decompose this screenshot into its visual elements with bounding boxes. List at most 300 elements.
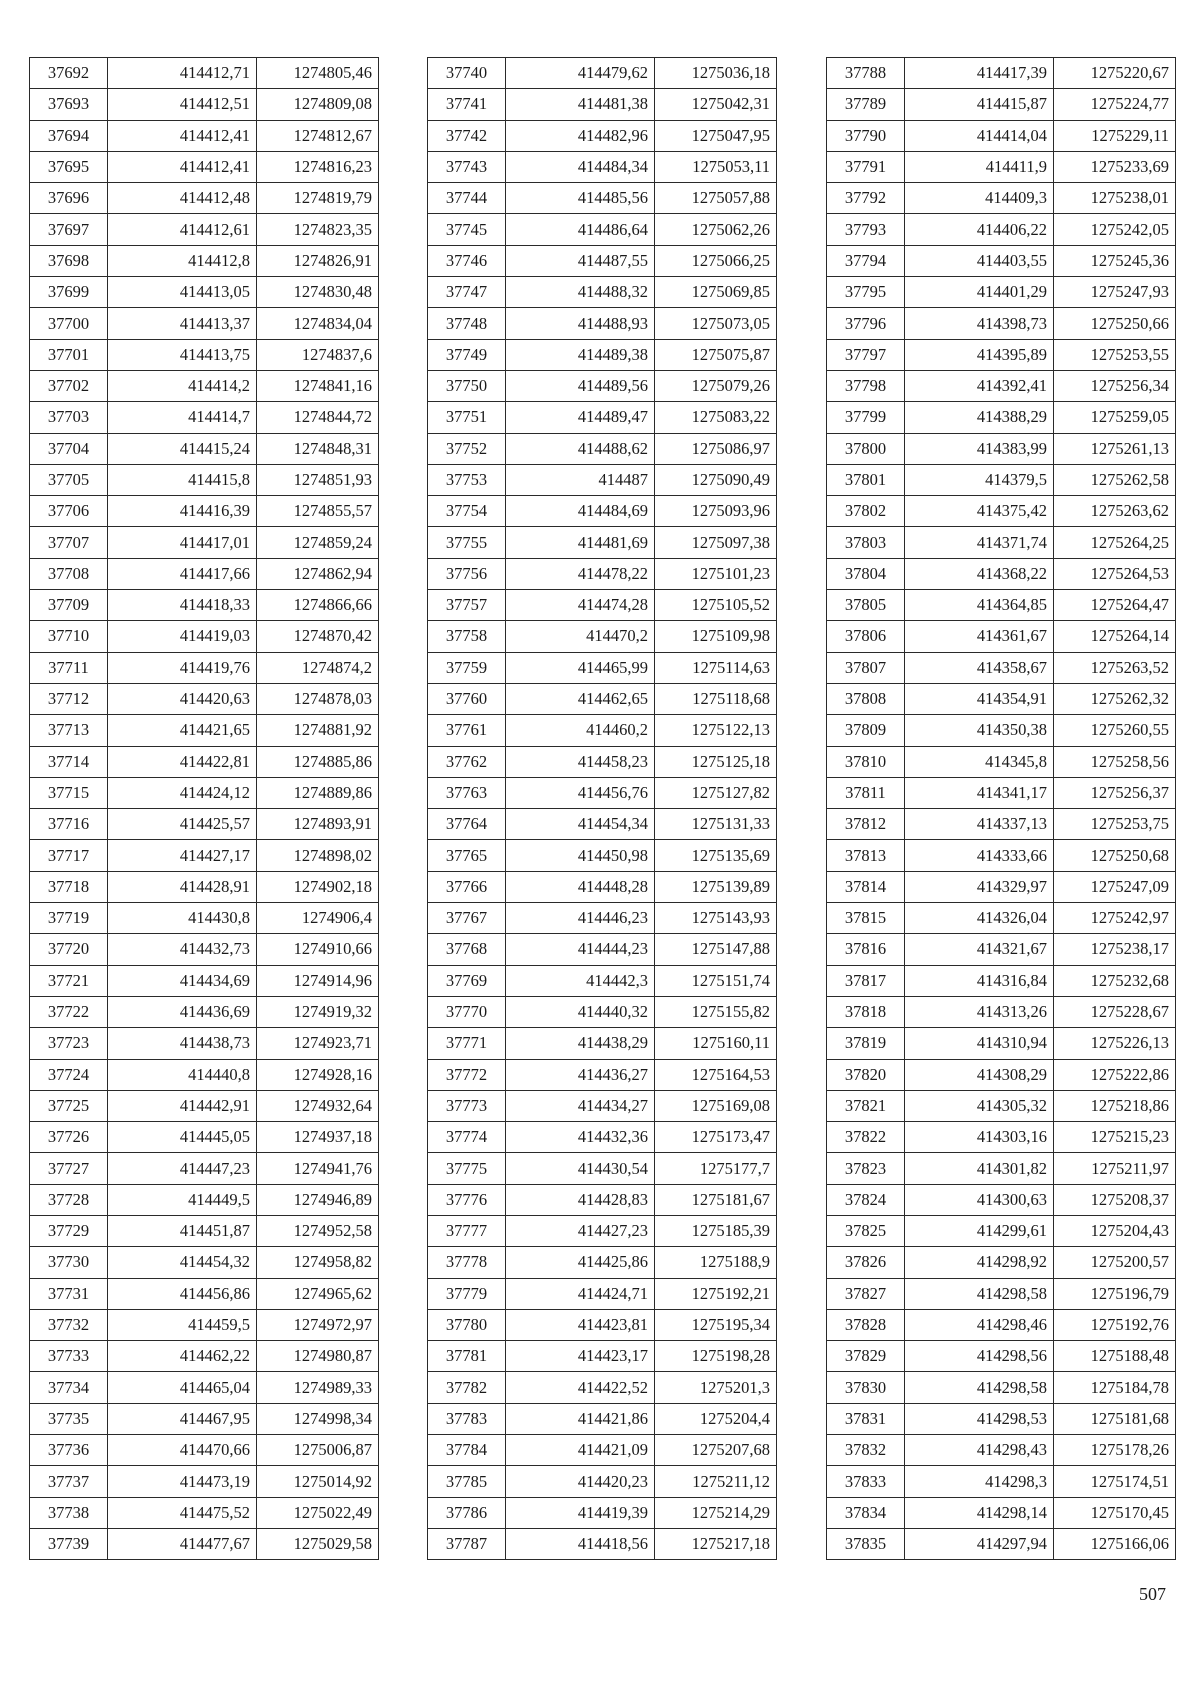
table-row [827, 496, 1176, 527]
y-coordinate-cell: 1274898,02 [257, 840, 379, 871]
table-row [30, 746, 379, 777]
x-coordinate-cell: 414298,43 [905, 1435, 1054, 1466]
table-row [428, 1059, 777, 1090]
y-coordinate-cell: 1275250,68 [1054, 840, 1176, 871]
y-coordinate-cell: 1274826,91 [257, 245, 379, 276]
x-coordinate-cell: 414481,69 [506, 527, 655, 558]
x-coordinate-cell: 414298,92 [905, 1247, 1054, 1278]
y-coordinate-cell: 1275057,88 [655, 183, 777, 214]
point-id-cell: 37692 [30, 58, 108, 89]
y-coordinate-cell: 1274885,86 [257, 746, 379, 777]
x-coordinate-cell: 414421,09 [506, 1435, 655, 1466]
point-id-cell: 37788 [827, 58, 905, 89]
y-coordinate-cell: 1275118,68 [655, 683, 777, 714]
x-coordinate-cell: 414401,29 [905, 277, 1054, 308]
table-row [827, 1309, 1176, 1340]
y-coordinate-cell: 1275264,25 [1054, 527, 1176, 558]
y-coordinate-cell: 1275263,62 [1054, 496, 1176, 527]
point-id-cell: 37741 [428, 89, 506, 120]
table-row [827, 339, 1176, 370]
point-id-cell: 37733 [30, 1341, 108, 1372]
x-coordinate-cell: 414303,16 [905, 1122, 1054, 1153]
y-coordinate-cell: 1275253,55 [1054, 339, 1176, 370]
point-id-cell: 37792 [827, 183, 905, 214]
y-coordinate-cell: 1275053,11 [655, 151, 777, 182]
point-id-cell: 37710 [30, 621, 108, 652]
x-coordinate-cell: 414484,34 [506, 151, 655, 182]
point-id-cell: 37774 [428, 1122, 506, 1153]
table-row [428, 151, 777, 182]
x-coordinate-cell: 414415,87 [905, 89, 1054, 120]
table-row [827, 1247, 1176, 1278]
table-row [30, 1215, 379, 1246]
x-coordinate-cell: 414456,76 [506, 777, 655, 808]
x-coordinate-cell: 414413,37 [108, 308, 257, 339]
table-row [827, 1278, 1176, 1309]
point-id-cell: 37696 [30, 183, 108, 214]
y-coordinate-cell: 1275127,82 [655, 777, 777, 808]
y-coordinate-cell: 1274893,91 [257, 809, 379, 840]
x-coordinate-cell: 414477,67 [108, 1528, 257, 1559]
y-coordinate-cell: 1275143,93 [655, 903, 777, 934]
point-id-cell: 37709 [30, 590, 108, 621]
y-coordinate-cell: 1275250,66 [1054, 308, 1176, 339]
y-coordinate-cell: 1274902,18 [257, 871, 379, 902]
x-coordinate-cell: 414414,04 [905, 120, 1054, 151]
point-id-cell: 37803 [827, 527, 905, 558]
table-row [827, 903, 1176, 934]
table-row [827, 1059, 1176, 1090]
table-row [827, 433, 1176, 464]
x-coordinate-cell: 414454,34 [506, 809, 655, 840]
point-id-cell: 37813 [827, 840, 905, 871]
table-row [827, 871, 1176, 902]
table-row [428, 1435, 777, 1466]
point-id-cell: 37779 [428, 1278, 506, 1309]
x-coordinate-cell: 414297,94 [905, 1528, 1054, 1559]
y-coordinate-cell: 1274805,46 [257, 58, 379, 89]
y-coordinate-cell: 1275073,05 [655, 308, 777, 339]
table-row [428, 1466, 777, 1497]
y-coordinate-cell: 1274989,33 [257, 1372, 379, 1403]
y-coordinate-cell: 1275164,53 [655, 1059, 777, 1090]
point-id-cell: 37819 [827, 1028, 905, 1059]
point-id-cell: 37781 [428, 1341, 506, 1372]
x-coordinate-cell: 414298,58 [905, 1278, 1054, 1309]
point-id-cell: 37752 [428, 433, 506, 464]
x-coordinate-cell: 414473,19 [108, 1466, 257, 1497]
x-coordinate-cell: 414417,66 [108, 558, 257, 589]
y-coordinate-cell: 1275014,92 [257, 1466, 379, 1497]
point-id-cell: 37765 [428, 840, 506, 871]
point-id-cell: 37729 [30, 1215, 108, 1246]
point-id-cell: 37703 [30, 402, 108, 433]
x-coordinate-cell: 414478,22 [506, 558, 655, 589]
y-coordinate-cell: 1275261,13 [1054, 433, 1176, 464]
x-coordinate-cell: 414417,01 [108, 527, 257, 558]
x-coordinate-cell: 414316,84 [905, 965, 1054, 996]
y-coordinate-cell: 1274980,87 [257, 1341, 379, 1372]
table-row [30, 1278, 379, 1309]
y-coordinate-cell: 1275224,77 [1054, 89, 1176, 120]
y-coordinate-cell: 1274958,82 [257, 1247, 379, 1278]
x-coordinate-cell: 414449,5 [108, 1184, 257, 1215]
y-coordinate-cell: 1275177,7 [655, 1153, 777, 1184]
table-row [827, 214, 1176, 245]
table-row [827, 58, 1176, 89]
y-coordinate-cell: 1275258,56 [1054, 746, 1176, 777]
y-coordinate-cell: 1275233,69 [1054, 151, 1176, 182]
y-coordinate-cell: 1275262,32 [1054, 683, 1176, 714]
table-row [428, 840, 777, 871]
x-coordinate-cell: 414403,55 [905, 245, 1054, 276]
y-coordinate-cell: 1274823,35 [257, 214, 379, 245]
x-coordinate-cell: 414486,64 [506, 214, 655, 245]
point-id-cell: 37798 [827, 370, 905, 401]
table-row [428, 496, 777, 527]
x-coordinate-cell: 414392,41 [905, 370, 1054, 401]
table-row [428, 120, 777, 151]
x-coordinate-cell: 414488,93 [506, 308, 655, 339]
y-coordinate-cell: 1275178,26 [1054, 1435, 1176, 1466]
x-coordinate-cell: 414436,27 [506, 1059, 655, 1090]
x-coordinate-cell: 414482,96 [506, 120, 655, 151]
y-coordinate-cell: 1275211,12 [655, 1466, 777, 1497]
point-id-cell: 37811 [827, 777, 905, 808]
table-row [30, 120, 379, 151]
point-id-cell: 37814 [827, 871, 905, 902]
table-row [428, 58, 777, 89]
y-coordinate-cell: 1275247,93 [1054, 277, 1176, 308]
table-row [30, 1309, 379, 1340]
table-row [30, 715, 379, 746]
table-row [428, 809, 777, 840]
point-id-cell: 37701 [30, 339, 108, 370]
y-coordinate-cell: 1275215,23 [1054, 1122, 1176, 1153]
y-coordinate-cell: 1274906,4 [257, 903, 379, 934]
point-id-cell: 37758 [428, 621, 506, 652]
point-id-cell: 37825 [827, 1215, 905, 1246]
y-coordinate-cell: 1274919,32 [257, 996, 379, 1027]
y-coordinate-cell: 1275198,28 [655, 1341, 777, 1372]
y-coordinate-cell: 1275222,86 [1054, 1059, 1176, 1090]
x-coordinate-cell: 414298,53 [905, 1403, 1054, 1434]
table-row [428, 1153, 777, 1184]
table-row [428, 1122, 777, 1153]
x-coordinate-cell: 414345,8 [905, 746, 1054, 777]
x-coordinate-cell: 414475,52 [108, 1497, 257, 1528]
y-coordinate-cell: 1274834,04 [257, 308, 379, 339]
point-id-cell: 37730 [30, 1247, 108, 1278]
y-coordinate-cell: 1275245,36 [1054, 245, 1176, 276]
table-row [30, 621, 379, 652]
x-coordinate-cell: 414454,32 [108, 1247, 257, 1278]
x-coordinate-cell: 414430,54 [506, 1153, 655, 1184]
x-coordinate-cell: 414329,97 [905, 871, 1054, 902]
point-id-cell: 37832 [827, 1435, 905, 1466]
x-coordinate-cell: 414371,74 [905, 527, 1054, 558]
point-id-cell: 37695 [30, 151, 108, 182]
x-coordinate-cell: 414434,69 [108, 965, 257, 996]
y-coordinate-cell: 1275122,13 [655, 715, 777, 746]
y-coordinate-cell: 1275207,68 [655, 1435, 777, 1466]
table-row [827, 1466, 1176, 1497]
point-id-cell: 37708 [30, 558, 108, 589]
x-coordinate-cell: 414425,57 [108, 809, 257, 840]
x-coordinate-cell: 414298,58 [905, 1372, 1054, 1403]
y-coordinate-cell: 1275211,97 [1054, 1153, 1176, 1184]
point-id-cell: 37822 [827, 1122, 905, 1153]
point-id-cell: 37747 [428, 277, 506, 308]
table-row [827, 1215, 1176, 1246]
point-id-cell: 37783 [428, 1403, 506, 1434]
point-id-cell: 37829 [827, 1341, 905, 1372]
y-coordinate-cell: 1275242,97 [1054, 903, 1176, 934]
y-coordinate-cell: 1275208,37 [1054, 1184, 1176, 1215]
x-coordinate-cell: 414416,39 [108, 496, 257, 527]
y-coordinate-cell: 1275173,47 [655, 1122, 777, 1153]
point-id-cell: 37704 [30, 433, 108, 464]
y-coordinate-cell: 1275253,75 [1054, 809, 1176, 840]
y-coordinate-cell: 1275188,9 [655, 1247, 777, 1278]
x-coordinate-cell: 414298,3 [905, 1466, 1054, 1497]
y-coordinate-cell: 1274878,03 [257, 683, 379, 714]
table-row [428, 1278, 777, 1309]
point-id-cell: 37793 [827, 214, 905, 245]
table-row [428, 1028, 777, 1059]
y-coordinate-cell: 1275201,3 [655, 1372, 777, 1403]
point-id-cell: 37746 [428, 245, 506, 276]
x-coordinate-cell: 414432,36 [506, 1122, 655, 1153]
x-coordinate-cell: 414489,47 [506, 402, 655, 433]
y-coordinate-cell: 1275181,68 [1054, 1403, 1176, 1434]
x-coordinate-cell: 414422,81 [108, 746, 257, 777]
table-row [30, 1153, 379, 1184]
x-coordinate-cell: 414424,12 [108, 777, 257, 808]
x-coordinate-cell: 414412,8 [108, 245, 257, 276]
point-id-cell: 37833 [827, 1466, 905, 1497]
y-coordinate-cell: 1275204,4 [655, 1403, 777, 1434]
y-coordinate-cell: 1274855,57 [257, 496, 379, 527]
point-id-cell: 37778 [428, 1247, 506, 1278]
table-row [827, 527, 1176, 558]
y-coordinate-cell: 1274952,58 [257, 1215, 379, 1246]
table-row [827, 151, 1176, 182]
point-id-cell: 37784 [428, 1435, 506, 1466]
x-coordinate-cell: 414305,32 [905, 1090, 1054, 1121]
point-id-cell: 37705 [30, 464, 108, 495]
table-row [428, 1247, 777, 1278]
x-coordinate-cell: 414442,91 [108, 1090, 257, 1121]
x-coordinate-cell: 414423,81 [506, 1309, 655, 1340]
y-coordinate-cell: 1275264,47 [1054, 590, 1176, 621]
table-row [30, 558, 379, 589]
table-row [30, 214, 379, 245]
point-id-cell: 37804 [827, 558, 905, 589]
point-id-cell: 37744 [428, 183, 506, 214]
y-coordinate-cell: 1275256,34 [1054, 370, 1176, 401]
y-coordinate-cell: 1274844,72 [257, 402, 379, 433]
table-row [827, 245, 1176, 276]
y-coordinate-cell: 1275069,85 [655, 277, 777, 308]
y-coordinate-cell: 1274809,08 [257, 89, 379, 120]
x-coordinate-cell: 414298,46 [905, 1309, 1054, 1340]
table-row [30, 1341, 379, 1372]
y-coordinate-cell: 1274862,94 [257, 558, 379, 589]
y-coordinate-cell: 1274859,24 [257, 527, 379, 558]
table-row [428, 245, 777, 276]
y-coordinate-cell: 1274941,76 [257, 1153, 379, 1184]
point-id-cell: 37716 [30, 809, 108, 840]
coordinate-table-1 [29, 57, 379, 1560]
point-id-cell: 37763 [428, 777, 506, 808]
y-coordinate-cell: 1275195,34 [655, 1309, 777, 1340]
table-row [30, 245, 379, 276]
table-row [428, 527, 777, 558]
point-id-cell: 37724 [30, 1059, 108, 1090]
y-coordinate-cell: 1274816,23 [257, 151, 379, 182]
y-coordinate-cell: 1275196,79 [1054, 1278, 1176, 1309]
table-row [428, 934, 777, 965]
table-row [30, 402, 379, 433]
y-coordinate-cell: 1275226,13 [1054, 1028, 1176, 1059]
x-coordinate-cell: 414432,73 [108, 934, 257, 965]
x-coordinate-cell: 414448,28 [506, 871, 655, 902]
x-coordinate-cell: 414444,23 [506, 934, 655, 965]
point-id-cell: 37764 [428, 809, 506, 840]
x-coordinate-cell: 414321,67 [905, 934, 1054, 965]
table-row [827, 464, 1176, 495]
point-id-cell: 37809 [827, 715, 905, 746]
point-id-cell: 37737 [30, 1466, 108, 1497]
x-coordinate-cell: 414428,83 [506, 1184, 655, 1215]
y-coordinate-cell: 1274914,96 [257, 965, 379, 996]
point-id-cell: 37727 [30, 1153, 108, 1184]
point-id-cell: 37739 [30, 1528, 108, 1559]
table-row [428, 590, 777, 621]
point-id-cell: 37786 [428, 1497, 506, 1528]
x-coordinate-cell: 414421,86 [506, 1403, 655, 1434]
x-coordinate-cell: 414412,61 [108, 214, 257, 245]
point-id-cell: 37728 [30, 1184, 108, 1215]
point-id-cell: 37742 [428, 120, 506, 151]
table-row [827, 809, 1176, 840]
table-row [428, 277, 777, 308]
x-coordinate-cell: 414420,23 [506, 1466, 655, 1497]
x-coordinate-cell: 414415,8 [108, 464, 257, 495]
y-coordinate-cell: 1274830,48 [257, 277, 379, 308]
table-row [827, 1184, 1176, 1215]
point-id-cell: 37772 [428, 1059, 506, 1090]
x-coordinate-cell: 414337,13 [905, 809, 1054, 840]
x-coordinate-cell: 414298,14 [905, 1497, 1054, 1528]
point-id-cell: 37791 [827, 151, 905, 182]
point-id-cell: 37726 [30, 1122, 108, 1153]
point-id-cell: 37831 [827, 1403, 905, 1434]
table-row [827, 1528, 1176, 1559]
x-coordinate-cell: 414451,87 [108, 1215, 257, 1246]
y-coordinate-cell: 1275062,26 [655, 214, 777, 245]
y-coordinate-cell: 1275204,43 [1054, 1215, 1176, 1246]
y-coordinate-cell: 1274881,92 [257, 715, 379, 746]
point-id-cell: 37718 [30, 871, 108, 902]
y-coordinate-cell: 1275155,82 [655, 996, 777, 1027]
table-row [30, 590, 379, 621]
x-coordinate-cell: 414417,39 [905, 58, 1054, 89]
point-id-cell: 37756 [428, 558, 506, 589]
point-id-cell: 37762 [428, 746, 506, 777]
y-coordinate-cell: 1275181,67 [655, 1184, 777, 1215]
table-row [428, 652, 777, 683]
table-row [30, 496, 379, 527]
x-coordinate-cell: 414414,7 [108, 402, 257, 433]
table-row [827, 621, 1176, 652]
point-id-cell: 37810 [827, 746, 905, 777]
table-row [30, 1372, 379, 1403]
point-id-cell: 37807 [827, 652, 905, 683]
y-coordinate-cell: 1275256,37 [1054, 777, 1176, 808]
x-coordinate-cell: 414427,23 [506, 1215, 655, 1246]
table-row [428, 214, 777, 245]
y-coordinate-cell: 1275086,97 [655, 433, 777, 464]
x-coordinate-cell: 414462,22 [108, 1341, 257, 1372]
point-id-cell: 37766 [428, 871, 506, 902]
x-coordinate-cell: 414438,29 [506, 1028, 655, 1059]
point-id-cell: 37782 [428, 1372, 506, 1403]
y-coordinate-cell: 1275170,45 [1054, 1497, 1176, 1528]
point-id-cell: 37707 [30, 527, 108, 558]
point-id-cell: 37721 [30, 965, 108, 996]
table-row [30, 370, 379, 401]
table-row [428, 1215, 777, 1246]
y-coordinate-cell: 1275259,05 [1054, 402, 1176, 433]
table-row [30, 996, 379, 1027]
y-coordinate-cell: 1275264,53 [1054, 558, 1176, 589]
y-coordinate-cell: 1275022,49 [257, 1497, 379, 1528]
table-row [428, 1403, 777, 1434]
y-coordinate-cell: 1275188,48 [1054, 1341, 1176, 1372]
x-coordinate-cell: 414300,63 [905, 1184, 1054, 1215]
table-row [30, 1122, 379, 1153]
y-coordinate-cell: 1275214,29 [655, 1497, 777, 1528]
table-row [30, 934, 379, 965]
table-row [827, 1153, 1176, 1184]
y-coordinate-cell: 1275185,39 [655, 1215, 777, 1246]
point-id-cell: 37759 [428, 652, 506, 683]
x-coordinate-cell: 414450,98 [506, 840, 655, 871]
y-coordinate-cell: 1275262,58 [1054, 464, 1176, 495]
x-coordinate-cell: 414479,62 [506, 58, 655, 89]
table-row [428, 464, 777, 495]
y-coordinate-cell: 1275238,01 [1054, 183, 1176, 214]
table-row [827, 590, 1176, 621]
y-coordinate-cell: 1274866,66 [257, 590, 379, 621]
x-coordinate-cell: 414412,41 [108, 151, 257, 182]
point-id-cell: 37815 [827, 903, 905, 934]
point-id-cell: 37715 [30, 777, 108, 808]
point-id-cell: 37790 [827, 120, 905, 151]
table-row [30, 527, 379, 558]
point-id-cell: 37771 [428, 1028, 506, 1059]
point-id-cell: 37745 [428, 214, 506, 245]
x-coordinate-cell: 414368,22 [905, 558, 1054, 589]
point-id-cell: 37835 [827, 1528, 905, 1559]
point-id-cell: 37753 [428, 464, 506, 495]
table-row [30, 464, 379, 495]
table-row [30, 1028, 379, 1059]
table-row [827, 1372, 1176, 1403]
y-coordinate-cell: 1275047,95 [655, 120, 777, 151]
